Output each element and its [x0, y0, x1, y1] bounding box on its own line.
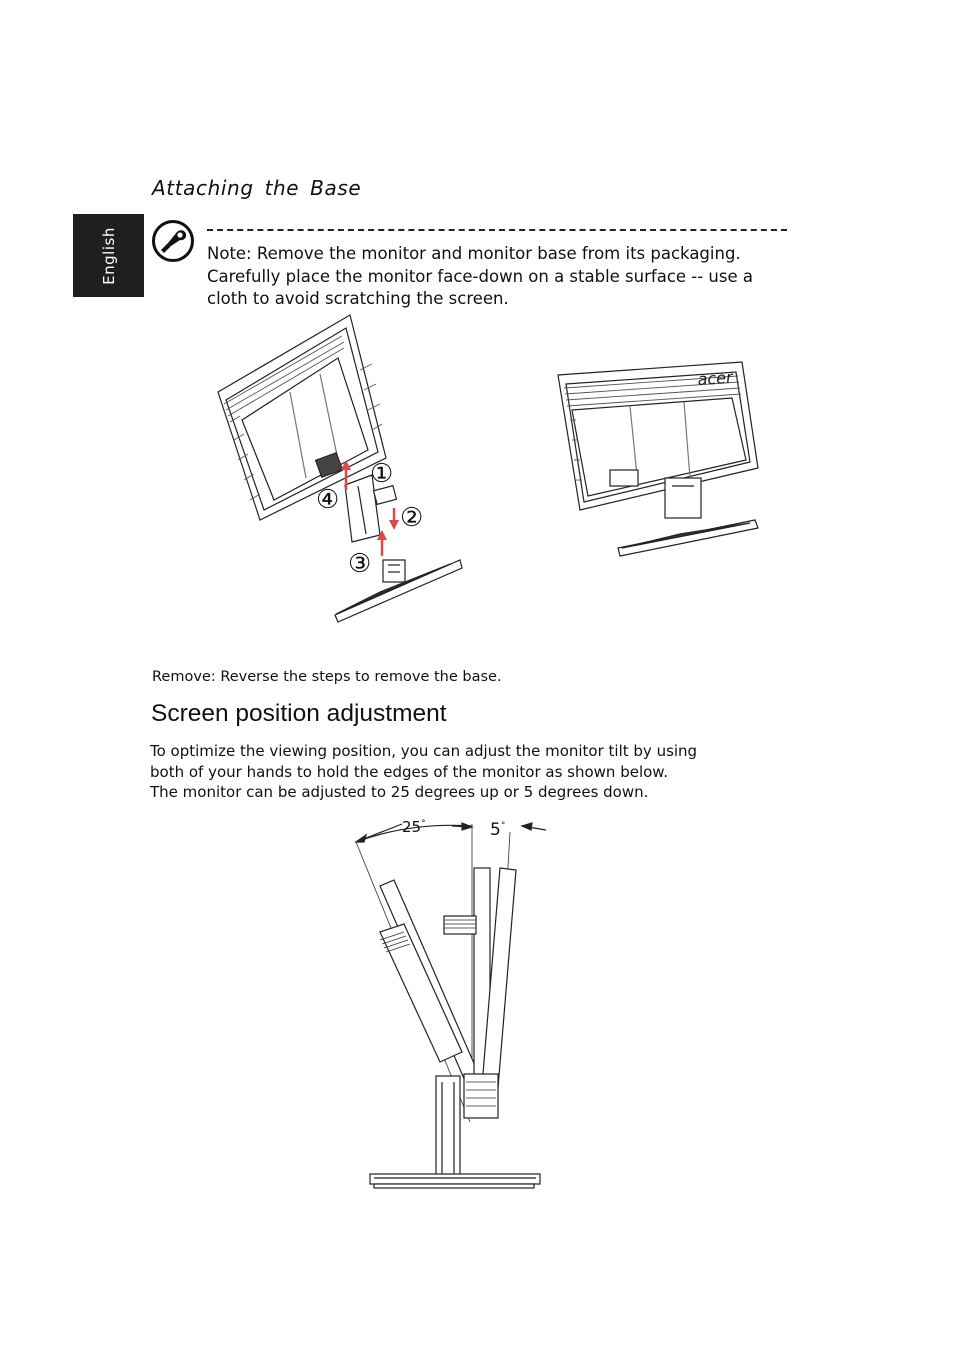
angle-up-label [402, 818, 426, 836]
adjust-heading: Screen position adjustment [151, 700, 447, 727]
adjust-paragraph [150, 741, 770, 803]
section-title: Attaching the Base [152, 176, 362, 200]
language-tab-label: English [99, 226, 118, 285]
note-icon [151, 219, 195, 263]
angle-up-degree: ° [421, 819, 426, 829]
monitor-back-assembled [558, 362, 758, 556]
step-1-label: ① [370, 459, 394, 489]
assembly-figure [210, 310, 790, 630]
monitor-back-exploded [218, 315, 462, 622]
angle-up-value: 25 [402, 818, 422, 836]
remove-note: Remove: Reverse the steps to remove the base. [152, 669, 502, 685]
angle-down-label [490, 820, 505, 840]
paragraph-line: both of your hands to hold the edges of the monitor as shown below. [150, 762, 668, 781]
note-separator [207, 229, 787, 231]
note-line: Note: Remove the monitor and monitor base from its packaging. [207, 244, 741, 263]
language-tab [73, 214, 144, 297]
brand-logo: acer [696, 367, 734, 389]
note-line: cloth to avoid scratching the screen. [207, 289, 509, 308]
tilt-figure [340, 812, 570, 1192]
note-text [207, 243, 787, 311]
angle-down-value: 5 [490, 820, 501, 840]
paragraph-line: To optimize the viewing position, you can adjust the monitor tilt by using [150, 742, 698, 760]
note-line: Carefully place the monitor face-down on a stable surface -- use a [207, 266, 753, 286]
angle-down-degree: ° [500, 821, 506, 831]
step-3-label: ③ [348, 549, 372, 579]
step-4-label: ④ [316, 485, 340, 515]
paragraph-line: The monitor can be adjusted to 25 degrees up or 5 degrees down. [150, 783, 649, 802]
step-2-label: ② [400, 503, 424, 533]
